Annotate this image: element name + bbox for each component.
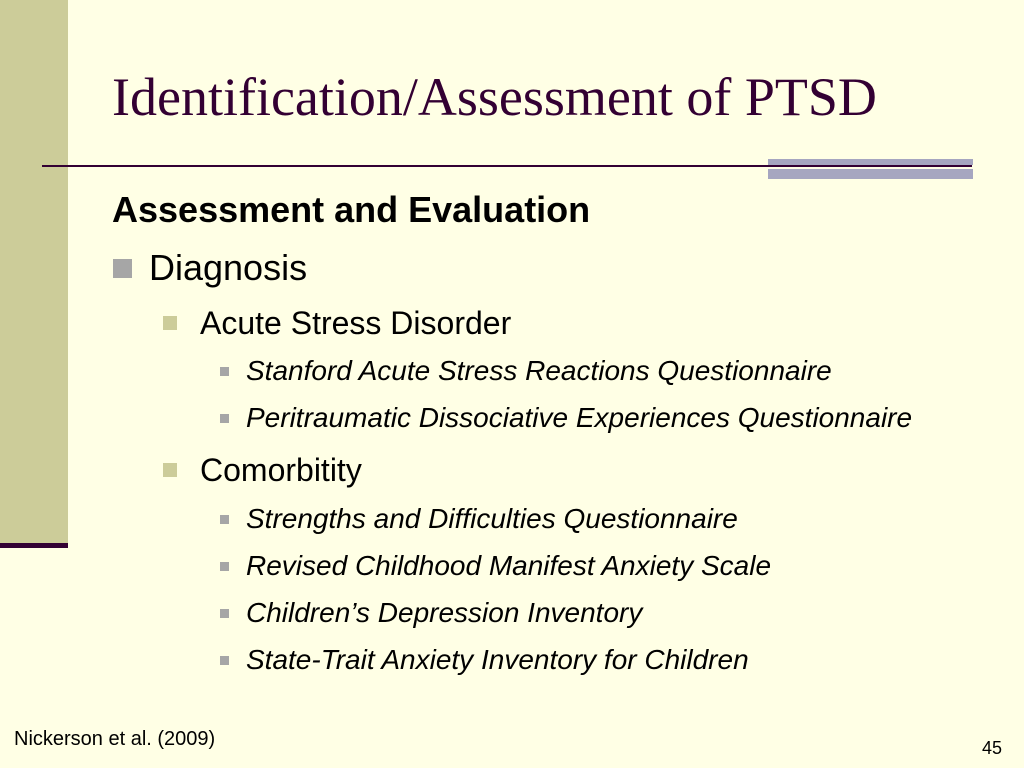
square-bullet-icon [220, 609, 229, 618]
square-bullet-icon [220, 656, 229, 665]
list-item-text: Peritraumatic Dissociative Experiences Questionnaire [246, 402, 913, 433]
list-item [220, 501, 738, 537]
square-bullet-icon [220, 562, 229, 571]
sidebar-bottom-line [0, 543, 68, 548]
list-item [220, 642, 749, 678]
square-bullet-icon [163, 316, 177, 330]
page-number: 45 [981, 738, 1002, 758]
list-item-text: Children’s Depression Inventory [246, 597, 643, 628]
slide-title: Identification/Assessment of PTSD [112, 67, 877, 127]
list-item-text: Strengths and Difficulties Questionnaire [246, 503, 738, 534]
list-item [220, 548, 771, 584]
list-item [220, 595, 642, 631]
bullet-diagnosis [113, 246, 307, 290]
list-item [220, 400, 912, 436]
list-item-text: State-Trait Anxiety Inventory for Children [246, 644, 749, 675]
left-sidebar-bar [0, 0, 68, 544]
bullet-acute-stress-disorder-text: Acute Stress Disorder [200, 305, 512, 341]
list-item [220, 353, 832, 389]
bullet-comorbidity-text: Comorbitity [200, 452, 362, 488]
square-bullet-icon [220, 367, 229, 376]
square-bullet-icon [163, 463, 177, 477]
section-heading: Assessment and Evaluation [112, 189, 591, 230]
divider-accent-bars [768, 159, 973, 179]
list-item-text: Stanford Acute Stress Reactions Questionnaire [246, 355, 832, 386]
bullet-diagnosis-text: Diagnosis [149, 247, 308, 288]
square-bullet-icon [220, 414, 229, 423]
bullet-comorbidity [163, 450, 362, 490]
square-bullet-icon [113, 259, 132, 278]
list-item-text: Revised Childhood Manifest Anxiety Scale [246, 550, 772, 581]
square-bullet-icon [220, 515, 229, 524]
bullet-acute-stress-disorder [163, 303, 511, 343]
citation: Nickerson et al. (2009) [14, 728, 216, 750]
